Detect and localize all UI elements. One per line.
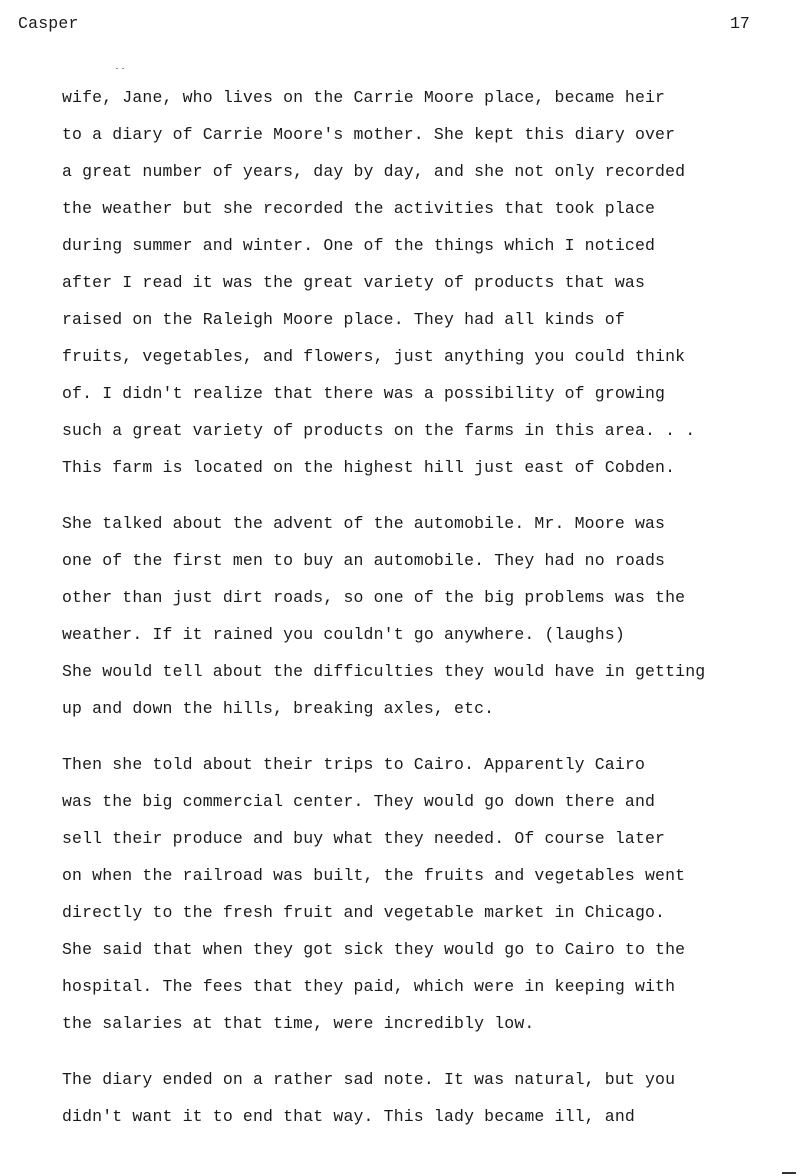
text-line: She talked about the advent of the automobile. Mr. Moore was (62, 514, 666, 533)
text-line: fruits, vegetables, and flowers, just anything you could think (62, 347, 686, 366)
text-line: after I read it was the great variety of products that was (62, 273, 645, 292)
text-line: She said that when they got sick they would go to Cairo to the (62, 940, 686, 959)
text-line: hospital. The fees that they paid, which were in keeping with (62, 977, 676, 996)
scan-speck (122, 68, 124, 69)
text-line: up and down the hills, breaking axles, etc. (62, 699, 495, 718)
scan-speck (782, 1172, 796, 1174)
text-line: other than just dirt roads, so one of the big problems was the (62, 588, 686, 607)
text-line: during summer and winter. One of the things which I noticed (62, 236, 656, 255)
text-line: of. I didn't realize that there was a possibility of growing (62, 384, 666, 403)
header-author-name: Casper (18, 14, 79, 33)
text-line: one of the first men to buy an automobile. They had no roads (62, 551, 666, 570)
paragraph-3 (62, 753, 792, 1049)
text-line: weather. If it rained you couldn't go anywhere. (laughs) (62, 625, 625, 644)
text-line: to a diary of Carrie Moore's mother. She kept this diary over (62, 125, 676, 144)
paragraph-gap (62, 1049, 792, 1068)
page-number: 17 (730, 14, 750, 33)
transcript-body (62, 86, 792, 1142)
text-line: raised on the Raleigh Moore place. They had all kinds of (62, 310, 625, 329)
text-line: The diary ended on a rather sad note. It was natural, but you (62, 1070, 676, 1089)
text-line: She would tell about the difficulties they would have in getting (62, 662, 706, 681)
text-line: sell their produce and buy what they needed. Of course later (62, 829, 666, 848)
text-line: directly to the fresh fruit and vegetable market in Chicago. (62, 903, 666, 922)
paragraph-2 (62, 512, 792, 734)
text-line: This farm is located on the highest hill just east of Cobden. (62, 458, 676, 477)
text-line: the weather but she recorded the activities that took place (62, 199, 656, 218)
text-line: Then she told about their trips to Cairo. Apparently Cairo (62, 755, 645, 774)
paragraph-4 (62, 1068, 792, 1142)
text-line: wife, Jane, who lives on the Carrie Moore place, became heir (62, 88, 666, 107)
paragraph-gap (62, 493, 792, 512)
text-line: didn't want it to end that way. This lady became ill, and (62, 1107, 635, 1126)
paragraph-1 (62, 86, 792, 493)
text-line: a great number of years, day by day, and she not only recorded (62, 162, 686, 181)
text-line: was the big commercial center. They would go down there and (62, 792, 656, 811)
text-line: on when the railroad was built, the fruits and vegetables went (62, 866, 686, 885)
paragraph-gap (62, 734, 792, 753)
text-line: such a great variety of products on the farms in this area. . . (62, 421, 696, 440)
scan-speck (116, 68, 118, 69)
text-line: the salaries at that time, were incredibly low. (62, 1014, 535, 1033)
